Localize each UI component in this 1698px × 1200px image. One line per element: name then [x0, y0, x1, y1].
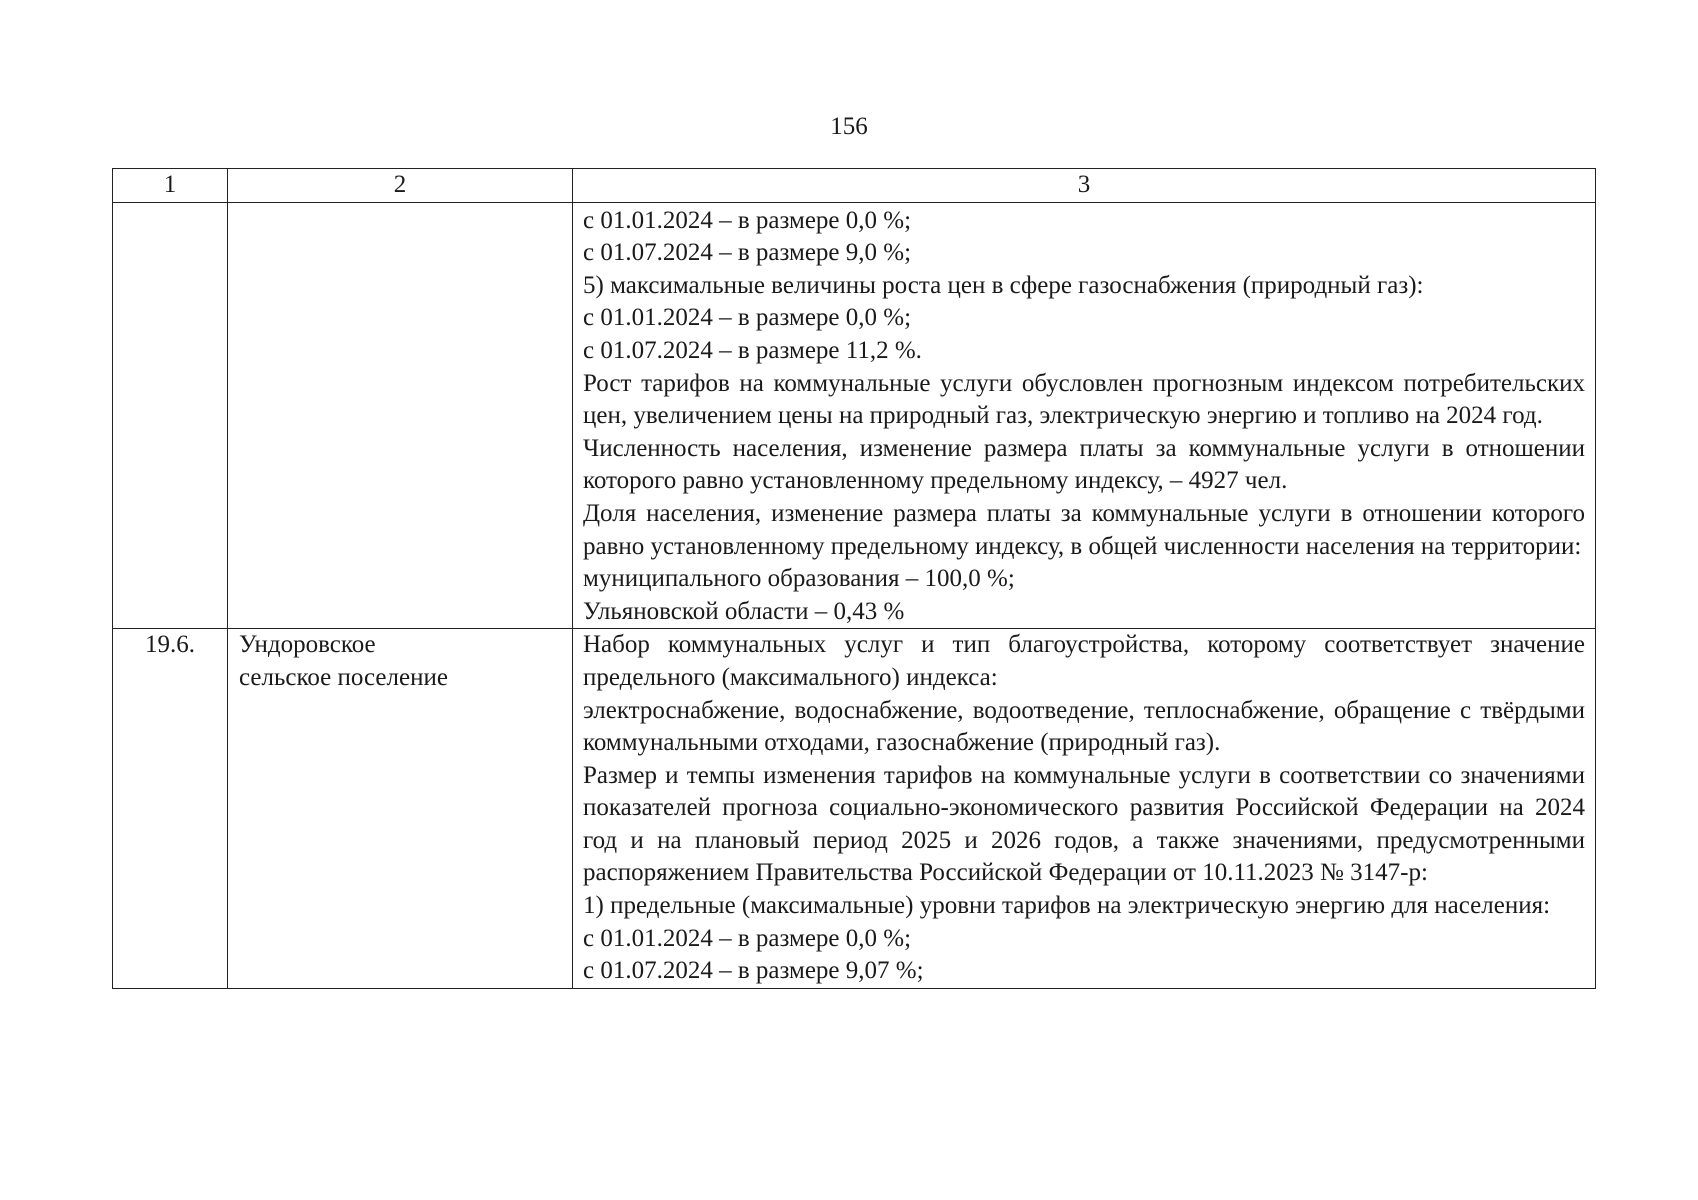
column-header-1: 1	[113, 169, 228, 203]
row-number-cell: 19.6.	[113, 629, 228, 989]
text-line: с 01.01.2024 – в размере 0,0 %;	[583, 924, 912, 952]
tariff-table	[112, 168, 1596, 989]
text-line: с 01.01.2024 – в размере 0,0 %;	[583, 304, 912, 332]
table-row-continuation	[113, 202, 1596, 629]
row-number-cell	[113, 202, 228, 629]
text-paragraph: Доля населения, изменение размера платы за коммунальные услуги в отношении которого равно установленному предельному индексу, в общей численности населения на территории:	[583, 499, 1585, 560]
text-line: 5) максимальные величины роста цен в сфере газоснабжения (природный газ):	[583, 271, 1424, 299]
page-number: 156	[830, 113, 868, 140]
text-line: Ульяновской области – 0,43 %	[583, 597, 905, 625]
table-row-19-6	[113, 629, 1596, 989]
column-header-3: 3	[573, 169, 1596, 203]
text-paragraph: Размер и темпы изменения тарифов на коммунальные услуги в соответствии со значениями показателей прогноза социально-экономического развития Российской Федерации на 2024 год и на плановый период 2025 и 2026 годов, а также значениями, предусмотренными распоряжением Правительства Российской Федерации от 10.11.2023 № 3147-р:	[583, 761, 1585, 887]
column-header-2: 2	[228, 169, 573, 203]
table-header-row	[113, 169, 1596, 203]
text-paragraph: Набор коммунальных услуг и тип благоустройства, которому соответствует значение предельного (максимального) индекса:	[583, 631, 1585, 691]
municipality-cell	[228, 202, 573, 629]
text-paragraph: 1) предельные (максимальные) уровни тарифов на электрическую энергию для населения:	[583, 892, 1551, 920]
description-cell	[573, 202, 1596, 629]
description-cell	[573, 629, 1596, 989]
text-line: с 01.07.2024 – в размере 11,2 %.	[583, 336, 922, 364]
municipality-cell	[228, 629, 573, 989]
text-line: с 01.01.2024 – в размере 0,0 %;	[583, 206, 912, 234]
municipality-name-line: сельское поселение	[239, 663, 448, 691]
text-paragraph: электроснабжение, водоснабжение, водоотведение, теплоснабжение, обращение с твёрдыми коммунальными отходами, газоснабжение (природный газ).	[583, 696, 1585, 757]
text-line: муниципального образования – 100,0 %;	[583, 565, 1015, 593]
text-paragraph: Численность населения, изменение размера платы за коммунальные услуги в отношении которого равно установленному предельному индексу, – 4927 чел.	[583, 434, 1585, 495]
text-line: с 01.07.2024 – в размере 9,0 %;	[583, 239, 912, 267]
text-line: с 01.07.2024 – в размере 9,07 %;	[583, 957, 924, 985]
municipality-name-line: Ундоровское	[239, 631, 376, 659]
text-paragraph: Рост тарифов на коммунальные услуги обусловлен прогнозным индексом потребительских цен, увеличением цены на природный газ, электрическую энергию и топливо на 2024 год.	[583, 369, 1585, 430]
